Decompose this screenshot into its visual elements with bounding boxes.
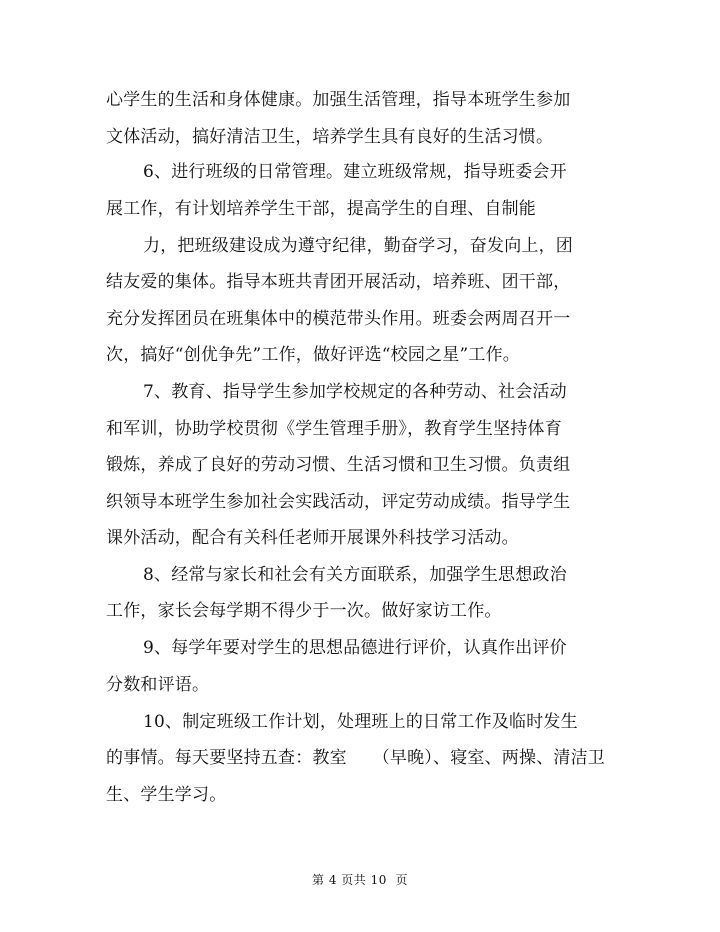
body-text-line: 和军训，协助学校贯彻《学生管理手册》，教育学生坚持体育 xyxy=(106,419,562,439)
page-number-footer: 第 4 页共 10 页 xyxy=(312,873,408,887)
item-8-text: 8、经常与家长和社会有关方面联系，加强学生思想政治 xyxy=(143,565,567,585)
body-text-line: 工作，家长会每学期不得少于一次。做好家访工作。 xyxy=(106,601,502,621)
body-text-line: 展工作，有计划培养学生干部，提高学生的自理、自制能 xyxy=(106,199,536,219)
body-text-line: 课外活动，配合有关科任老师开展课外科技学习活动。 xyxy=(106,528,519,548)
body-text-line: 力，把班级建设成为遵守纪律，勤奋学习，奋发向上，团 xyxy=(143,236,573,256)
body-text-line: 的事情。每天要坚持五查：教室 （早晚）、寝室、两操、清洁卫 xyxy=(106,748,605,768)
item-6-text: 6、进行班级的日常管理。建立班级常规，指导班委会开 xyxy=(143,162,567,182)
body-text-line: 次，搞好“创优争先”工作，做好评选“校园之星”工作。 xyxy=(106,345,520,365)
body-text-line: 分数和评语。 xyxy=(106,675,210,695)
body-text-line: 充分发挥团员在班集体中的模范带头作用。班委会两周召开一 xyxy=(106,309,571,329)
body-text-line: 生、学生学习。 xyxy=(106,785,227,805)
item-10-text: 10、制定班级工作计划，处理班上的日常工作及临时发生 xyxy=(143,712,578,732)
body-text-line: 心学生的生活和身体健康。加强生活管理，指导本班学生参加 xyxy=(106,90,571,110)
item-7-text: 7、教育、指导学生参加学校规定的各种劳动、社会活动 xyxy=(143,382,567,402)
body-text-line: 锻炼，养成了良好的劳动习惯、生活习惯和卫生习惯。负责组 xyxy=(106,455,571,475)
body-text-line: 结友爱的集体。指导本班共青团开展活动，培养班、团干部， xyxy=(106,272,571,292)
body-text-line: 织领导本班学生参加社会实践活动，评定劳动成绩。指导学生 xyxy=(106,492,571,512)
item-9-text: 9、每学年要对学生的思想品德进行评价，认真作出评价 xyxy=(143,638,567,658)
body-text-line: 文体活动，搞好清洁卫生，培养学生具有良好的生活习惯。 xyxy=(106,127,554,147)
